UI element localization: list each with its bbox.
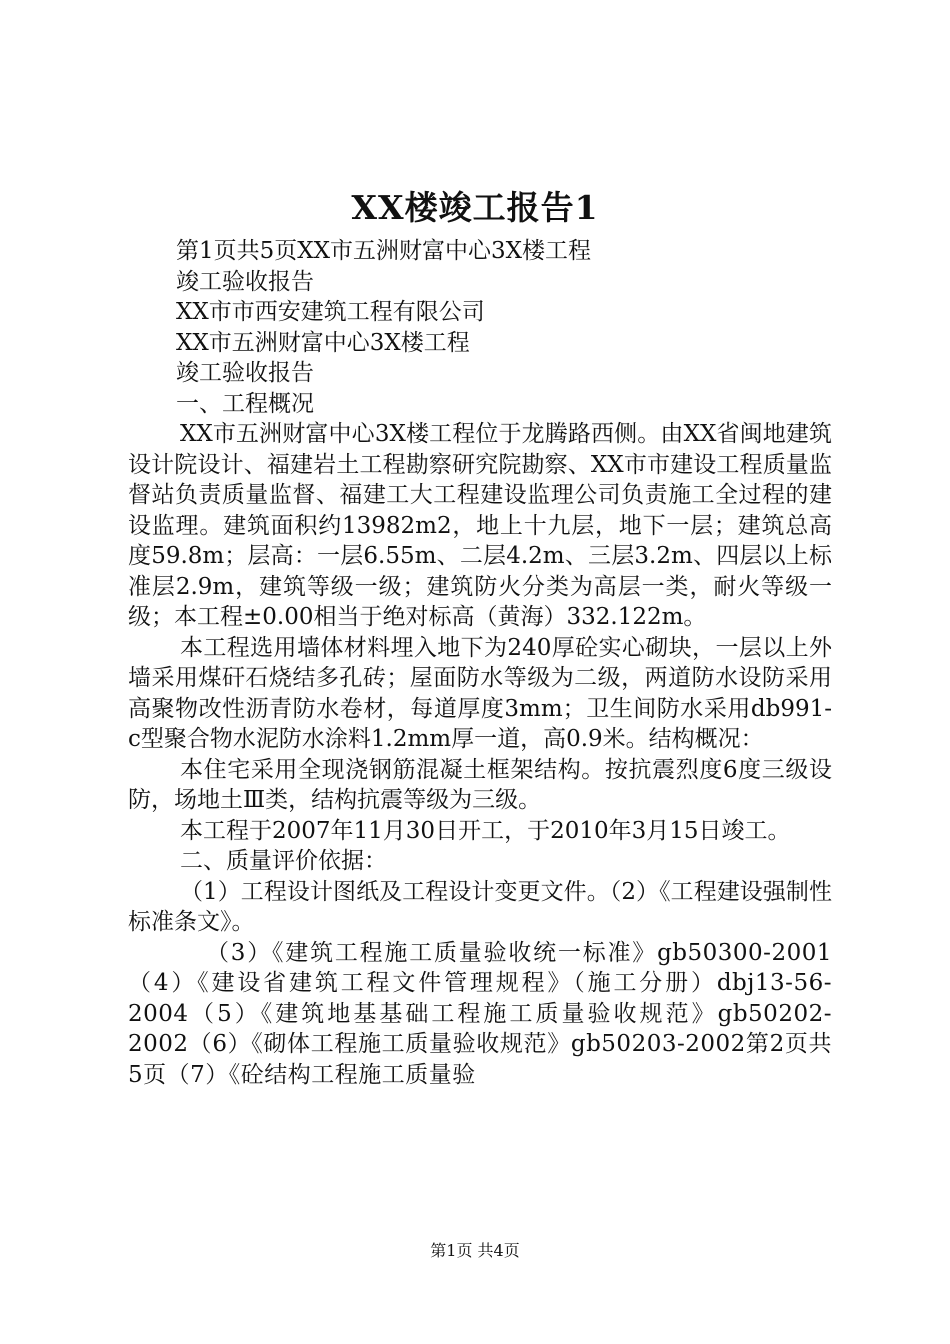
document-title: XX楼竣工报告1 xyxy=(351,188,599,227)
document-body xyxy=(128,236,832,1090)
header-line: 竣工验收报告 xyxy=(176,268,314,295)
header-line: XX市五洲财富中心3X楼工程 xyxy=(176,329,470,356)
header-line: 竣工验收报告 xyxy=(176,360,314,386)
header-line: 第1页共5页XX市五洲财富中心3X楼工程 xyxy=(176,238,592,264)
section-heading-overview: 一、工程概况 xyxy=(176,390,314,417)
paragraph-materials: 本工程选用墙体材料埋入地下为240厚砼实心砌块，一层以上外墙采用煤矸石烧结多孔砖；屋面防水等级为二级，两道防水设防采用高聚物改性沥青防水卷材，每道厚度3mm；卫生间防水采用db991-c型聚合物水泥防水涂料1.2mm厚一道，高0.9米。结构概况： xyxy=(128,634,832,752)
paragraph-references-1: （1）工程设计图纸及工程设计变更文件。（2）《工程建设强制性标准条文》。 xyxy=(128,878,832,935)
paragraph-dates: 本工程于2007年11月30日开工，于2010年3月15日竣工。 xyxy=(180,817,791,844)
section-heading-quality: 二、质量评价依据： xyxy=(180,848,387,874)
page-footer: 第1页 共4页 xyxy=(430,1241,520,1260)
paragraph-structure: 本住宅采用全现浇钢筋混凝土框架结构。按抗震烈度6度三级设防，场地土Ⅲ类，结构抗震等级为三级。 xyxy=(128,756,832,813)
paragraph-references-2: （3）《建筑工程施工质量验收统一标准》gb50300-2001（4）《建设省建筑工程文件管理规程》（施工分册）dbj13-56-2004（5）《建筑地基基础工程施工质量验收规范》gb50202-2002（6）《砌体工程施工质量验收规范》gb50203-2002第2页共5页（7）《砼结构工程施工质量验 xyxy=(128,939,832,1088)
paragraph-overview: XX市五洲财富中心3X楼工程位于龙腾路西侧。由XX省闽地建筑设计院设计、福建岩土工程勘察研究院勘察、XX市市建设工程质量监督站负责质量监督、福建工大工程建设监理公司负责施工全过程的建设监理。建筑面积约13982m2，地上十九层，地下一层；建筑总高度59.8m；层高：一层6.55m、二层4.2m、三层3.2m、四层以上标准层2.9m，建筑等级一级；建筑防火分类为高层一类，耐火等级一级；本工程±0.00相当于绝对标高（黄海）332.122m。 xyxy=(128,421,832,630)
header-line: XX市市西安建筑工程有限公司 xyxy=(176,299,485,325)
